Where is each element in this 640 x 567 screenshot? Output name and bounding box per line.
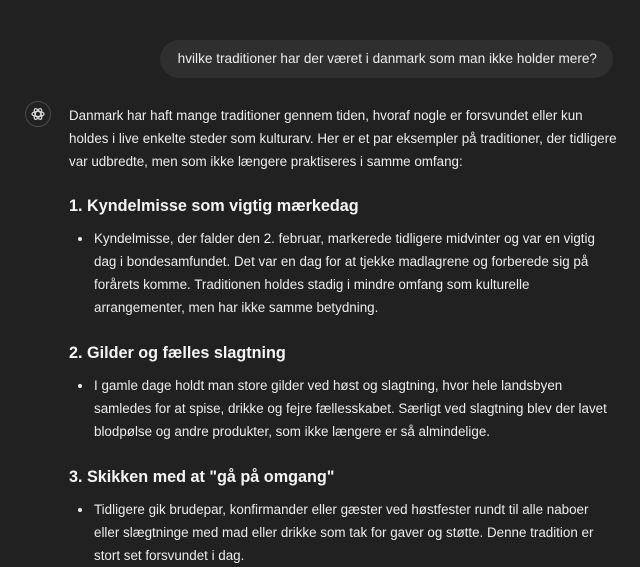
section-bullet-list xyxy=(69,498,617,567)
user-message-row xyxy=(160,40,613,78)
list-item: Tidligere gik brudepar, konfirmander eller gæster ved høstfester rundt til alle naboer eller slægtninge med mad eller drikke som tak for gaver og støtte. Denne tradition er stort set forsvundet i dag. xyxy=(94,498,617,567)
openai-logo-icon xyxy=(25,101,51,127)
assistant-intro: Danmark har haft mange traditioner gennem tiden, hvoraf nogle er forsvundet eller kun holdes i live enkelte steder som kulturarv. Her er et par eksempler på traditioner, der tidligere var udbredte, men som ikke længere praktiseres i samme omfang: xyxy=(69,108,617,169)
section-heading: 1. Kyndelmisse som vigtig mærkedag xyxy=(69,197,359,215)
section-heading: 3. Skikken med at "gå på omgang" xyxy=(69,468,335,486)
user-message: hvilke traditioner har der været i danmark som man ikke holder mere? xyxy=(160,40,613,78)
section-bullet-list xyxy=(69,227,617,319)
section-heading: 2. Gilder og fælles slagtning xyxy=(69,344,286,362)
list-item: Kyndelmisse, der falder den 2. februar, markerede tidligere midvinter og var en vigtig dag i bondesamfundet. Det var en dag for at tjekke madlagrene og forberede sig på forårets komme. Traditionen holdes stadig i mindre omfang som kulturelle arrangementer, men har ikke samme betydning. xyxy=(94,227,617,319)
section-bullet-list xyxy=(69,374,617,443)
list-item: I gamle dage holdt man store gilder ved høst og slagtning, hvor hele landsbyen samledes for at spise, drikke og fejre fællesskabet. Særligt ved slagtning blev der lavet blodpølse og andre produkter, som ikke længere er så almindelige. xyxy=(94,374,617,443)
assistant-message xyxy=(69,104,617,567)
